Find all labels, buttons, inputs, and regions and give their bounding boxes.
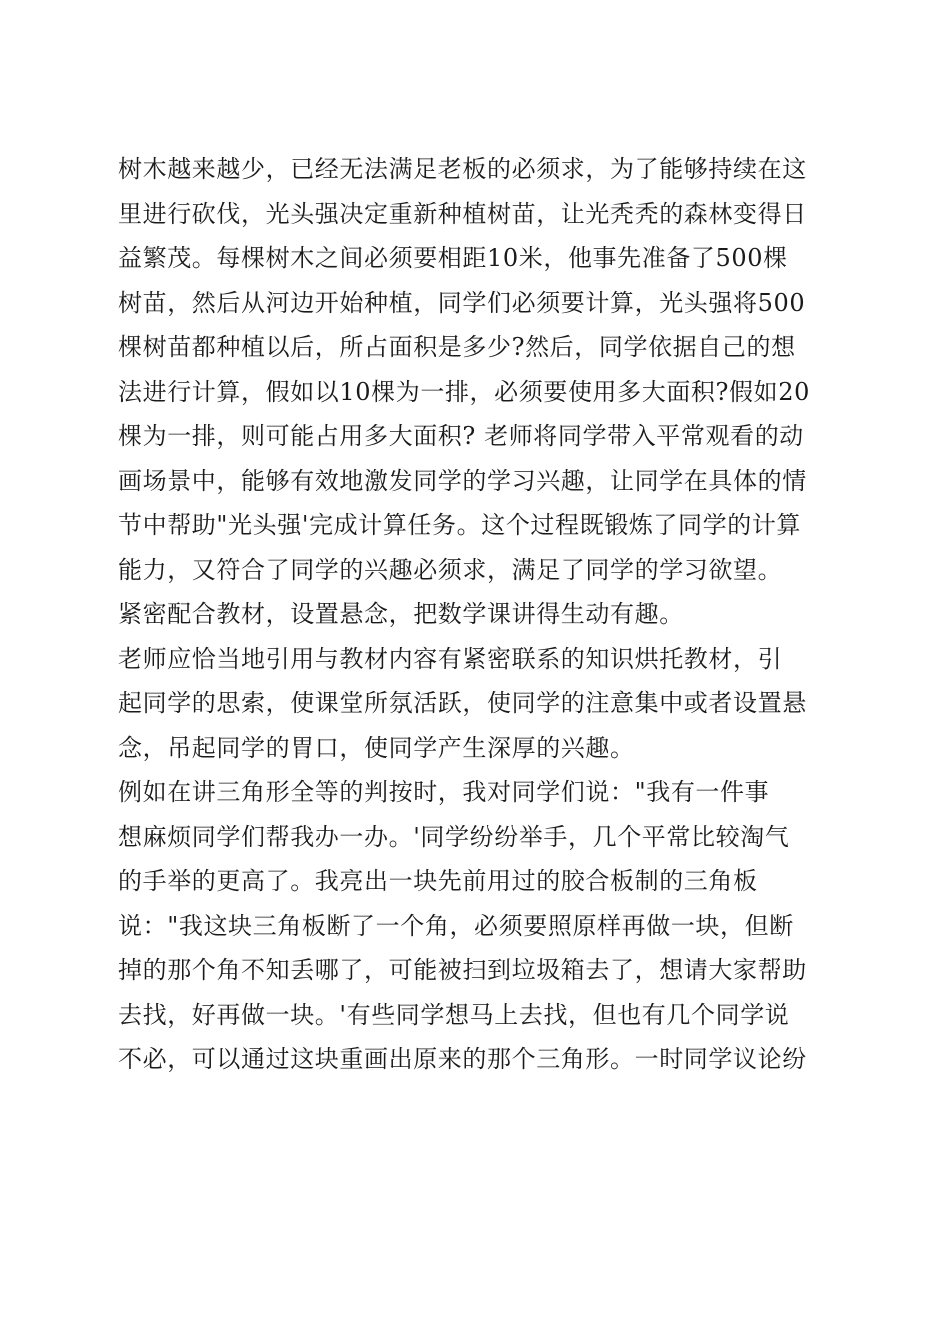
text-line: 法进行计算，假如以10棵为一排，必须要使用多大面积?假如20 [118,377,810,406]
text-line: 说："我这块三角板断了一个角，必须要照原样再做一块，但断 [118,911,794,940]
text-line: 画场景中，能够有效地激发同学的学习兴趣，让同学在具体的情 [118,466,807,495]
text-line: 棵为一排，则可能占用多大面积? 老师将同学带入平常观看的动 [118,422,804,450]
text-line: 的手举的更高了。我亮出一块先前用过的胶合板制的三角板 [118,867,758,895]
text-line: 不必，可以通过这块重画出原来的那个三角形。一时同学议论纷 [118,1045,807,1073]
text-line: 树苗，然后从河边开始种植，同学们必须要计算，光头强将500 [118,288,806,317]
paragraph-heading: 紧密配合教材，设置悬念，把数学课讲得生动有趣。 [118,600,684,628]
text-line: 去找，好再做一块。'有些同学想马上去找，但也有几个同学说 [118,1000,790,1029]
text-line: 起同学的思索，使课堂所氛活跃，使同学的注意集中或者设置悬 [118,689,807,717]
text-line: 树木越来越少，已经无法满足老板的必须求，为了能够持续在这 [118,155,807,183]
text-line: 掉的那个角不知丢哪了，可能被扫到垃圾箱去了，想请大家帮助 [118,956,807,984]
text-line: 益繁茂。每棵树木之间必须要相距10米，他事先准备了500棵 [118,244,788,272]
text-line: 例如在讲三角形全等的判按时，我对同学们说："我有一件事 [118,778,770,806]
text-line: 老师应恰当地引用与教材内容有紧密联系的知识烘托教材，引 [118,644,783,673]
text-line: 想麻烦同学们帮我办一办。'同学纷纷举手，几个平常比较淘气 [118,822,790,851]
text-line: 里进行砍伐，光头强决定重新种植树苗，让光秃秃的森林变得日 [118,199,807,228]
body-text [118,147,843,1082]
text-line: 棵树苗都种植以后，所占面积是多少?然后，同学依据自己的想 [118,333,796,361]
text-line: 能力，又符合了同学的兴趣必须求，满足了同学的学习欲望。 [118,555,783,584]
text-line: 节中帮助"光头强'完成计算任务。这个过程既锻炼了同学的计算 [118,511,802,539]
text-line: 念，吊起同学的胃口，使同学产生深厚的兴趣。 [118,733,635,762]
